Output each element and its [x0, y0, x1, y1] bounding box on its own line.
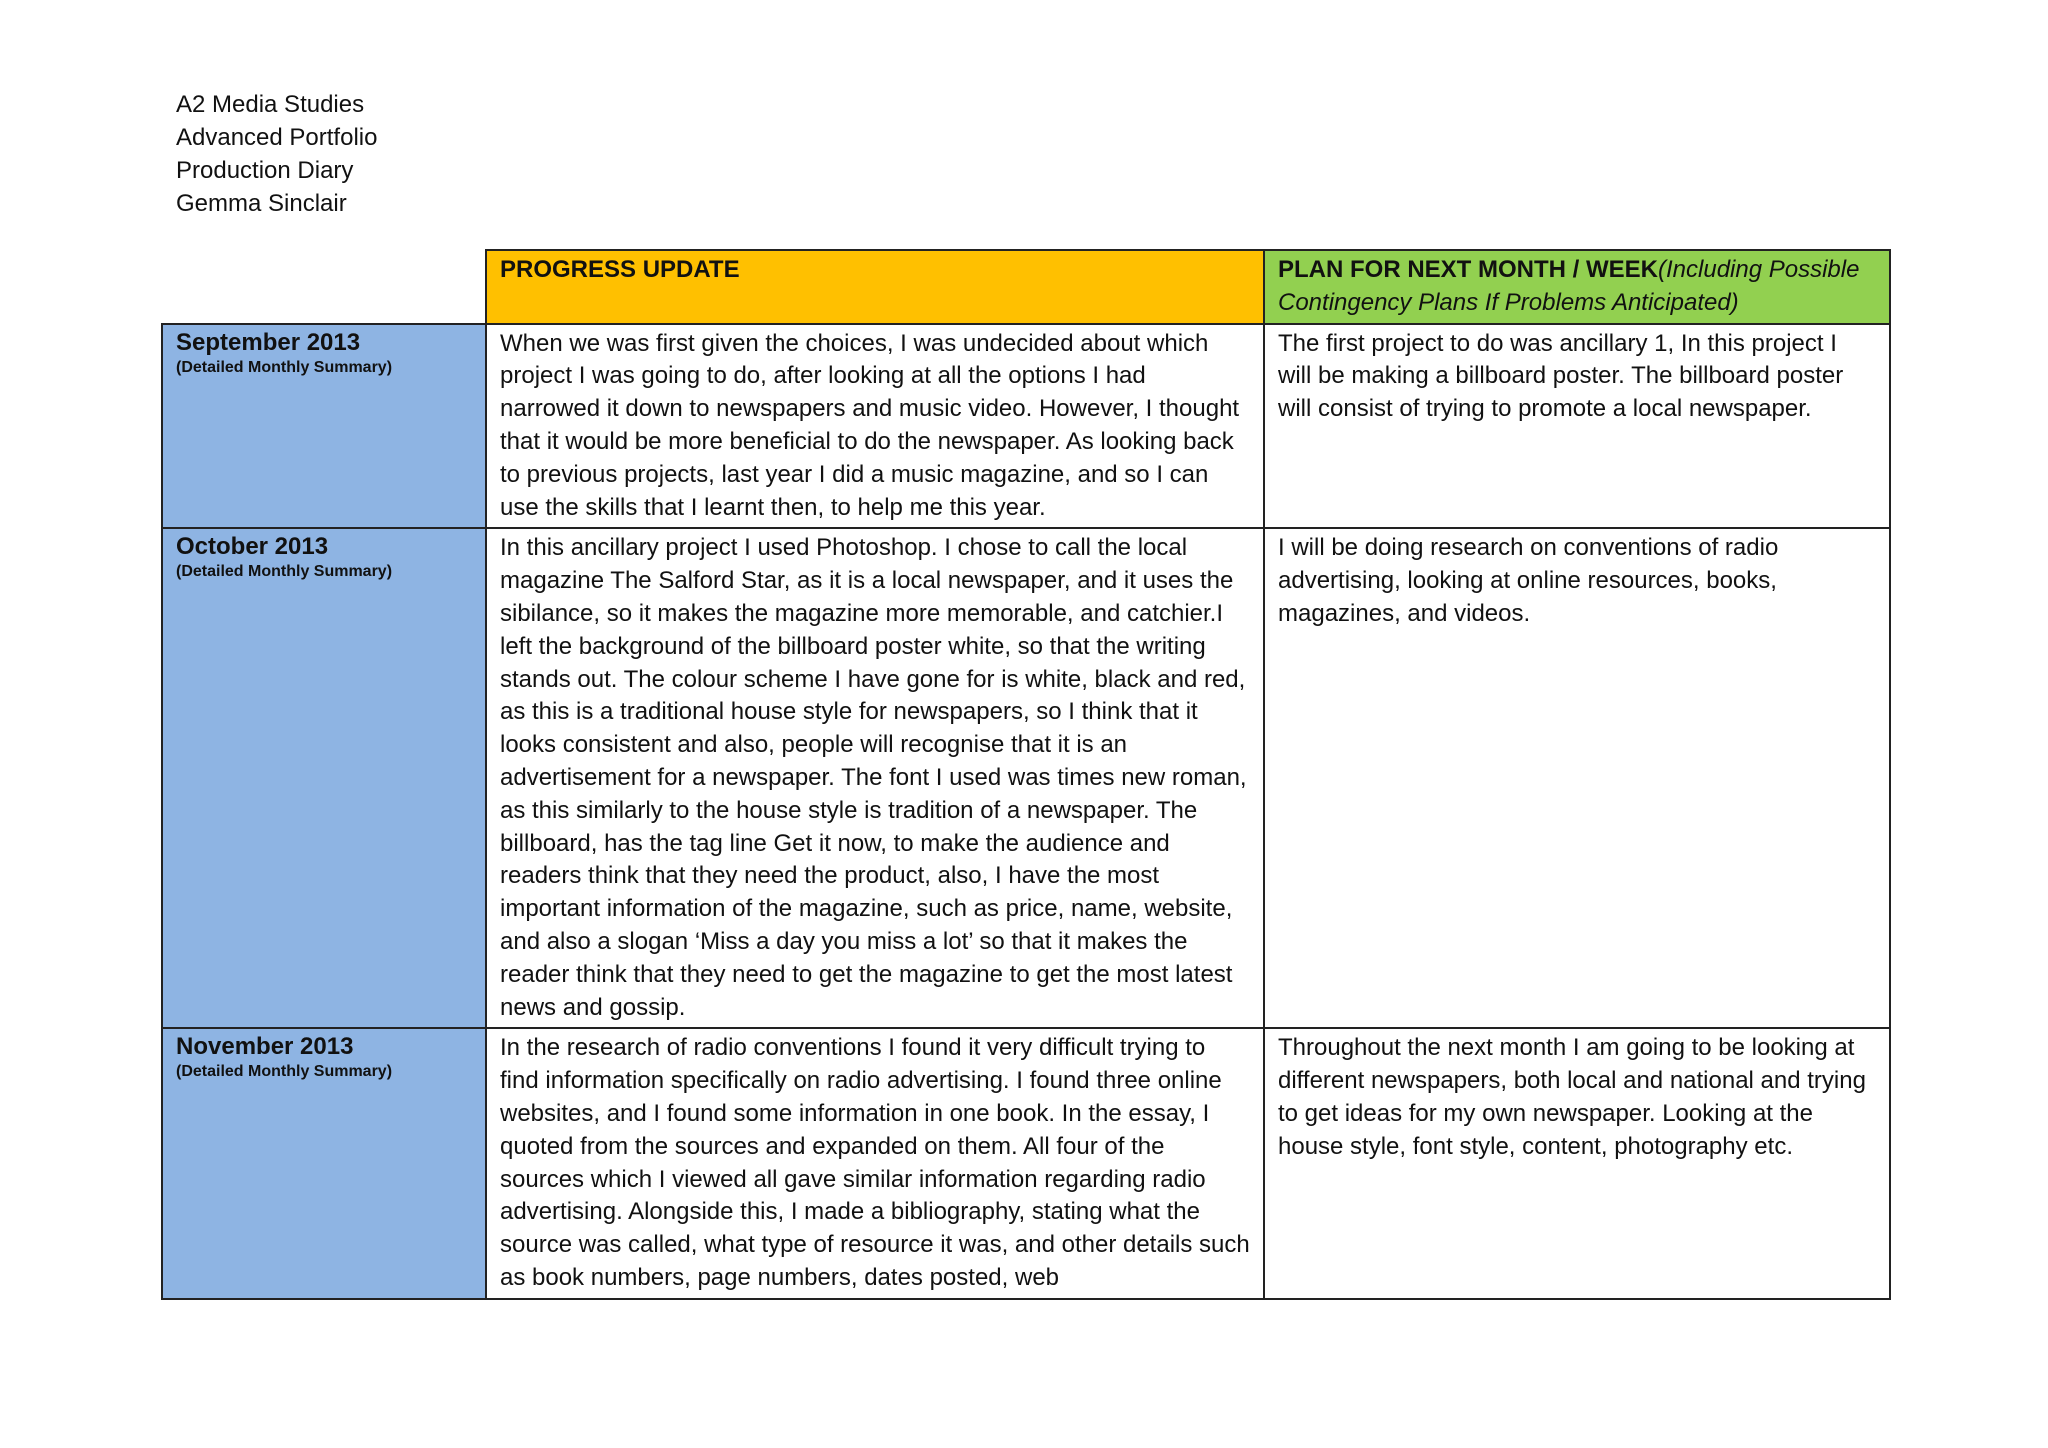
- progress-cell: In the research of radio conventions I found it very difficult trying to find information specifically on radio advertising. I found three online websites, and I found some information in one book. In the essay, I quoted from the sources and expanded on them. All four of the sources which I viewed all gave similar information regarding radio advertising. Alongside this, I made a bibliography, stating what the source was called, what type of resource it was, and other details such as book numbers, page numbers, dates posted, web: [486, 1028, 1264, 1298]
- month-cell: [162, 1028, 486, 1298]
- course-title: A2 Media Studies: [176, 91, 365, 118]
- document-header: [176, 88, 377, 220]
- table-header-row: [162, 250, 1890, 324]
- month-name: October 2013: [176, 533, 329, 561]
- table-row: [162, 528, 1890, 1028]
- plan-header-note: (Including Possible Contingency Plans If Problems Anticipated): [1278, 256, 1860, 316]
- progress-cell: When we was first given the choices, I was undecided about which project I was going to do, after looking at all the options I had narrowed it down to newspapers and music video. However, I thought that it would be more beneficial to do the newspaper. As looking back to previous projects, last year I did a music magazine, and so I can use the skills that I learnt then, to help me this year.: [486, 324, 1264, 529]
- month-name: September 2013: [176, 328, 361, 356]
- plan-cell: The first project to do was ancillary 1, In this project I will be making a billboard poster. The billboard poster will consist of trying to promote a local newspaper.: [1264, 324, 1890, 529]
- monthly-summary-label: (Detailed Monthly Summary): [176, 1063, 393, 1081]
- progress-update-label: PROGRESS UPDATE: [500, 256, 740, 283]
- plan-cell: Throughout the next month I am going to be looking at different newspapers, both local and national and trying to get ideas for my own newspaper. Looking at the house style, font style, content, photography etc.: [1264, 1028, 1890, 1298]
- portfolio-title: Advanced Portfolio: [176, 124, 378, 151]
- plan-header-label: PLAN FOR NEXT MONTH / WEEK: [1278, 256, 1658, 283]
- progress-update-header: [486, 250, 1264, 324]
- author-name: Gemma Sinclair: [176, 190, 347, 217]
- diary-title: Production Diary: [176, 157, 354, 184]
- month-cell: [162, 528, 486, 1028]
- month-name: November 2013: [176, 1033, 354, 1061]
- progress-cell: In this ancillary project I used Photoshop. I chose to call the local magazine The Salford Star, as it is a local newspaper, and it uses the sibilance, so it makes the magazine more memorable, and catchier.I left the background of the billboard poster white, so that the writing stands out. The colour scheme I have gone for is white, black and red, as this is a traditional house style for newspapers, so I think that it looks consistent and also, people will recognise that it is an advertisement for a newspaper. The font I used was times new roman, as this similarly to the house style is tradition of a newspaper. The billboard, has the tag line Get it now, to make the audience and readers think that they need the product, also, I have the most important information of the magazine, such as price, name, website, and also a slogan ‘Miss a day you miss a lot’ so that it makes the reader think that they need to get the magazine to get the most latest news and gossip.: [486, 528, 1264, 1028]
- production-diary-table: [161, 249, 1891, 1300]
- table-row: [162, 1028, 1890, 1298]
- plan-next-month-header: [1264, 250, 1890, 324]
- month-cell: [162, 324, 486, 529]
- plan-cell: I will be doing research on conventions of radio advertising, looking at online resources, books, magazines, and videos.: [1264, 528, 1890, 1028]
- table-row: [162, 324, 1890, 529]
- monthly-summary-label: (Detailed Monthly Summary): [176, 358, 393, 376]
- empty-corner-cell: [162, 250, 486, 324]
- monthly-summary-label: (Detailed Monthly Summary): [176, 563, 393, 581]
